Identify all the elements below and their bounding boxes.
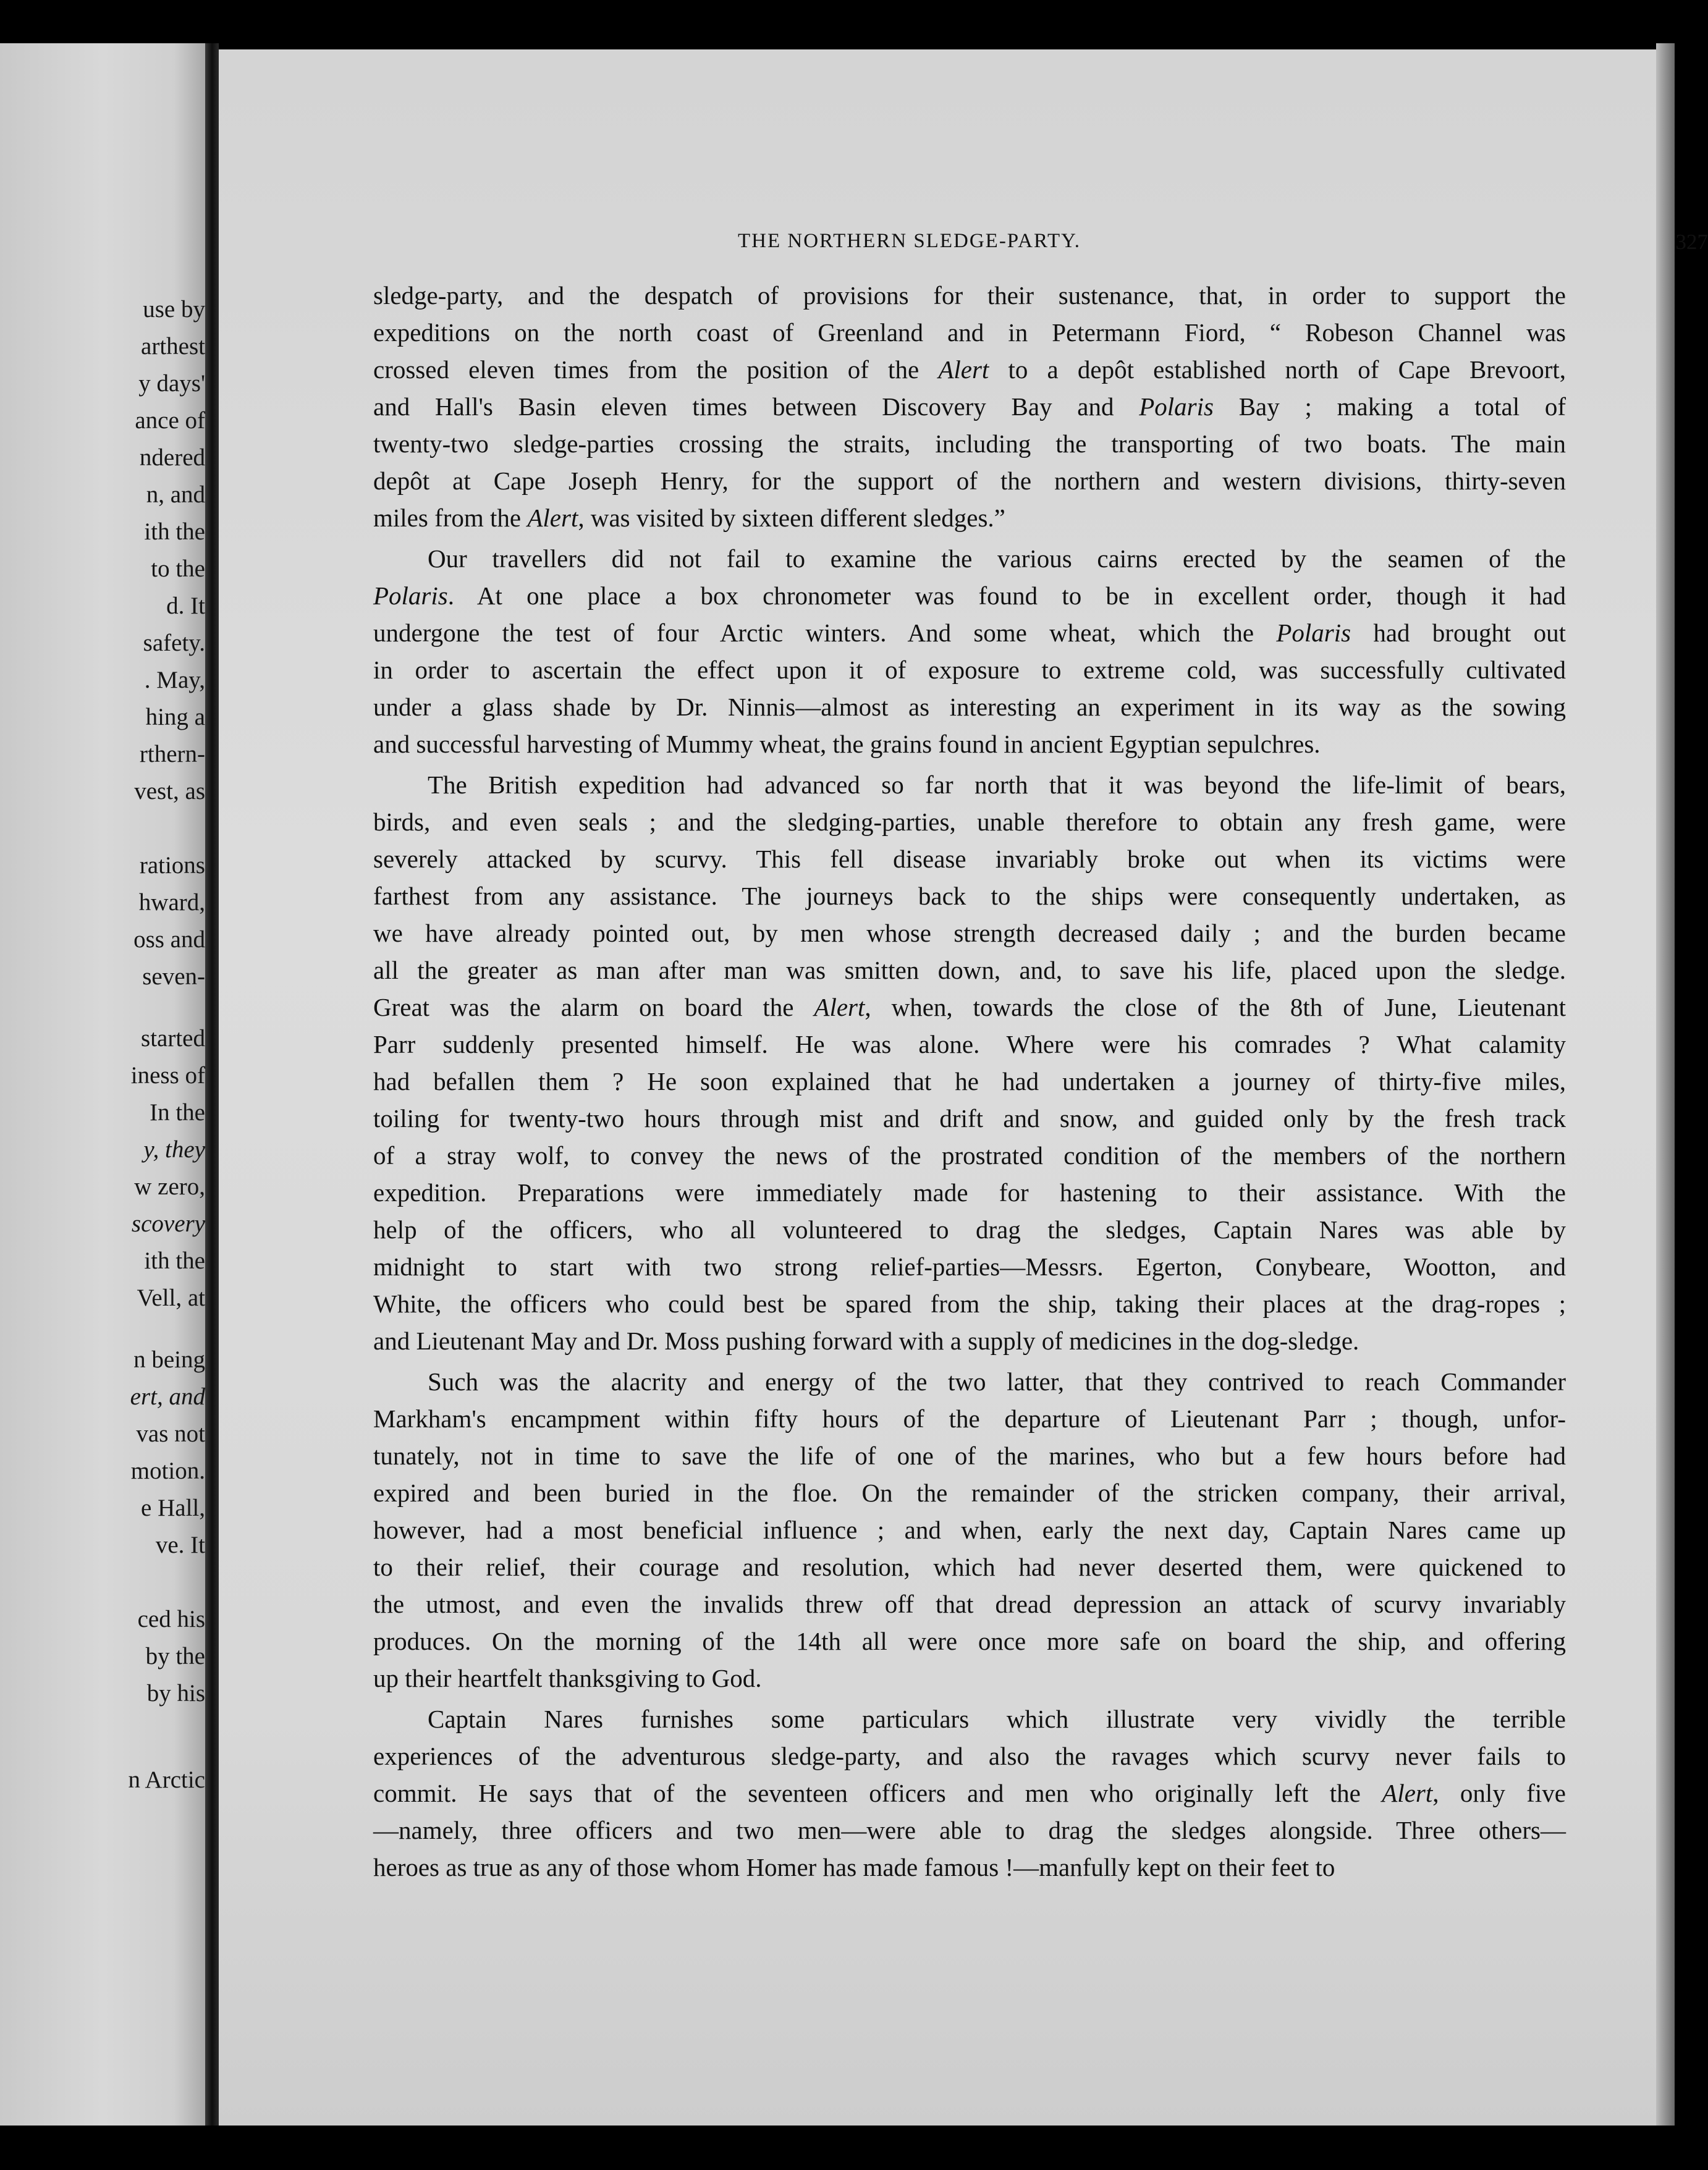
left-page-fragment: seven- [142,963,205,990]
left-page-fragment: n being [133,1346,205,1373]
text-line: crossed eleven times from the position of the Alert to a depôt established north of Cape Brevoort, [373,355,1566,384]
text-line: commit. He says that of the seventeen officers and men who originally left the Alert, only five [373,1779,1566,1807]
left-page-fragment: ith the [144,1248,205,1274]
text-line: undergone the test of four Arctic winters. And some wheat, which the Polaris had brought out [373,618,1566,647]
text-line: produces. On the morning of the 14th all were once more safe on board the ship, and offering [373,1627,1566,1655]
left-page-fragment: started [141,1025,205,1052]
left-page-fragment: n Arctic [128,1767,205,1793]
left-page-fragment: ced his [137,1606,205,1632]
text-line: —namely, three officers and two men—were able to drag the sledges alongside. Three others— [373,1816,1566,1844]
left-page-fragment: rthern- [139,741,205,767]
right-page [219,49,1708,2126]
text-line: Captain Nares furnishes some particulars which illustrate very vividly the terrible [428,1705,1566,1733]
text-line: expeditions on the north coast of Greenland and in Petermann Fiord, “ Robeson Channel was [373,318,1566,347]
text-line: tunately, not in time to save the life of one of the marines, who but a few hours before had [373,1442,1566,1470]
text-line: Polaris. At one place a box chronometer was found to be in excellent order, though it had [373,581,1566,610]
left-page-fragment: by his [146,1680,205,1707]
text-line: twenty-two sledge-parties crossing the straits, including the transporting of two boats. The main [373,429,1566,458]
running-head [738,230,1708,261]
text-line: experiences of the adventurous sledge-party, and also the ravages which scurvy never fails to [373,1742,1566,1770]
left-page-fragment: hward, [138,889,205,916]
text-line: to their relief, their courage and resolution, which had never deserted them, were quickened to [373,1553,1566,1581]
left-page-fragment: ith the [144,518,205,545]
text-line: had befallen them ? He soon explained that he had undertaken a journey of thirty-five miles, [373,1067,1566,1096]
text-line: Markham's encampment within fifty hours of the departure of Lieutenant Parr ; though, unfor- [373,1404,1566,1433]
text-line: in order to ascertain the effect upon it of exposure to extreme cold, was successfully cultivated [373,656,1566,684]
left-page-fragment: d. It [166,593,205,619]
left-page-fragment: ve. It [155,1532,205,1558]
left-page-fragment: In the [150,1099,205,1126]
text-line: up their heartfelt thanksgiving to God. [373,1664,762,1692]
text-line: expired and been buried in the floe. On the remainder of the stricken company, their arrival, [373,1479,1566,1507]
text-line: under a glass shade by Dr. Ninnis—almost as interesting an experiment in its way as the sowing [373,693,1566,721]
left-page-fragment: ndered [139,444,205,471]
left-page-fragment: iness of [130,1062,205,1089]
text-line: and successful harvesting of Mummy wheat, the grains found in ancient Egyptian sepulchres. [373,730,1321,758]
left-page-fragment: arthest [141,333,205,360]
left-page-fragment: . May, [144,667,205,693]
text-line: expedition. Preparations were immediately made for hastening to their assistance. With the [373,1178,1566,1207]
left-page-fragment: Vell, at [137,1285,205,1311]
text-line: help of the officers, who all volunteered to drag the sledges, Captain Nares was able by [373,1215,1566,1244]
text-line: depôt at Cape Joseph Henry, for the support of the northern and western divisions, thirty-seven [373,467,1566,495]
left-page-fragment: hing a [145,704,205,730]
running-head-title: THE NORTHERN SLEDGE-PARTY. [738,230,1081,252]
left-page-fragment: oss and [133,926,205,953]
left-page-fragment: ance of [135,407,205,434]
text-line: severely attacked by scurvy. This fell disease invariably broke out when its victims were [373,845,1566,873]
left-page-fragment: vest, as [134,778,205,804]
text-line: farthest from any assistance. The journeys back to the ships were consequently undertaken, as [373,882,1566,910]
left-page-fragment: y days' [138,370,205,397]
left-page-fragment: safety. [143,630,205,656]
left-page-fragment: w zero, [134,1173,205,1200]
left-page [0,43,205,2126]
text-line: and Lieutenant May and Dr. Moss pushing forward with a supply of medicines in the dog-sledge. [373,1327,1359,1355]
text-line: however, had a most beneficial influence ; and when, early the next day, Captain Nares came up [373,1516,1566,1544]
left-page-fragment: n, and [146,481,205,508]
text-line: of a stray wolf, to convey the news of the prostrated condition of the members of the northern [373,1141,1566,1170]
text-line: and Hall's Basin eleven times between Discovery Bay and Polaris Bay ; making a total of [373,392,1566,421]
left-page-fragment: ert, and [130,1383,205,1410]
left-page-fragment: scovery [131,1210,205,1237]
text-line: Our travellers did not fail to examine the various cairns erected by the seamen of the [428,544,1566,573]
text-line: toiling for twenty-two hours through mist and drift and snow, and guided only by the fresh track [373,1104,1566,1133]
text-line: heroes as true as any of those whom Homer has made famous !—manfully kept on their feet to [373,1853,1335,1881]
text-line: the utmost, and even the invalids threw off that dread depression an attack of scurvy invariably [373,1590,1566,1618]
left-page-fragment: y, they [143,1136,205,1163]
text-line: all the greater as man after man was smitten down, and, to save his life, placed upon the sledge. [373,956,1566,984]
left-page-fragment: by the [145,1643,205,1670]
left-page-fragment: e Hall, [141,1495,205,1521]
text-line: White, the officers who could best be spared from the ship, taking their places at the drag-ropes ; [373,1290,1566,1318]
left-page-fragment: vas not [136,1421,205,1447]
page-edge [1656,43,1675,2126]
text-line: The British expedition had advanced so far north that it was beyond the life-limit of bears, [428,770,1566,799]
text-line: Parr suddenly presented himself. He was alone. Where were his comrades ? What calamity [373,1030,1566,1058]
text-line: sledge-party, and the despatch of provisions for their sustenance, that, in order to support the [373,281,1566,310]
text-line: miles from the Alert, was visited by sixteen different sledges.” [373,504,1005,532]
text-line: we have already pointed out, by men whose strength decreased daily ; and the burden became [373,919,1566,947]
page-number: 327 [1675,230,1708,254]
text-line: birds, and even seals ; and the sledging-parties, unable therefore to obtain any fresh game, were [373,808,1566,836]
left-page-fragment: motion. [130,1458,205,1484]
left-page-fragment: to the [151,555,205,582]
left-page-fragment: rations [139,852,205,879]
left-page-fragment: use by [143,296,205,323]
text-line: Great was the alarm on board the Alert, when, towards the close of the 8th of June, Lieutenant [373,993,1566,1021]
book-gutter [205,43,219,2126]
text-line: Such was the alacrity and energy of the two latter, that they contrived to reach Commander [428,1367,1566,1396]
text-line: midnight to start with two strong relief-parties—Messrs. Egerton, Conybeare, Wootton, and [373,1252,1566,1281]
